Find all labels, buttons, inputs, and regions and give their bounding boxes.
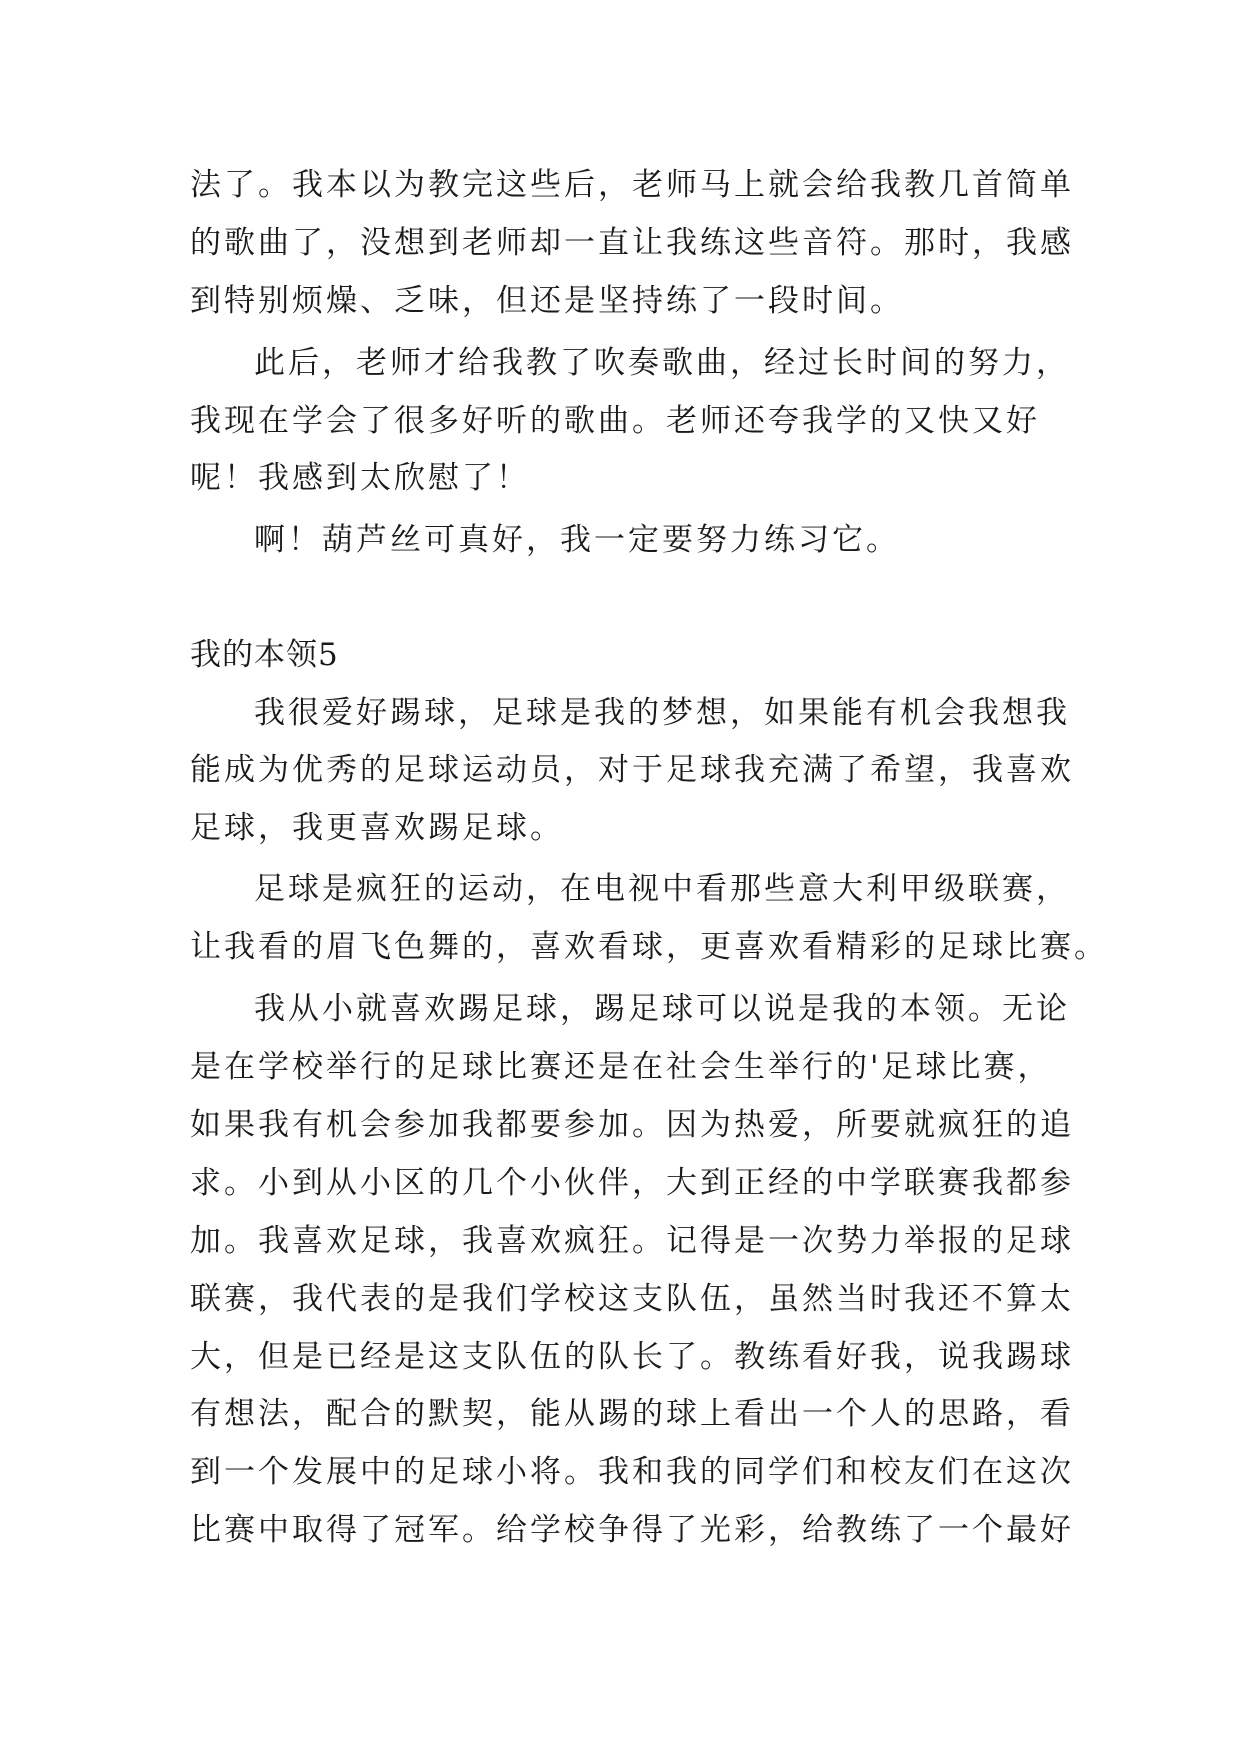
section-heading: 我的本领5 — [190, 637, 339, 673]
text-line: 足球是疯狂的运动，在电视中看那些意大利甲级联赛， — [254, 871, 1070, 907]
text-line: 呢！我感到太欣慰了！ — [190, 460, 530, 496]
text-line: 大，但是已经是这支队伍的队长了。教练看好我，说我踢球 — [190, 1339, 1074, 1375]
text-line: 让我看的眉飞色舞的，喜欢看球，更喜欢看精彩的足球比赛。 — [190, 929, 1108, 965]
text-line: 到特别烦燥、乏味，但还是坚持练了一段时间。 — [190, 283, 904, 319]
text-line: 我从小就喜欢踢足球，踢足球可以说是我的本领。无论 — [254, 991, 1070, 1027]
text-line: 到一个发展中的足球小将。我和我的同学们和校友们在这次 — [190, 1454, 1074, 1490]
text-line: 联赛，我代表的是我们学校这支队伍，虽然当时我还不算太 — [190, 1281, 1074, 1317]
text-line: 加。我喜欢足球，我喜欢疯狂。记得是一次势力举报的足球 — [190, 1223, 1074, 1259]
text-line: 我现在学会了很多好听的歌曲。老师还夸我学的又快又好 — [190, 403, 1040, 439]
text-line: 足球，我更喜欢踢足球。 — [190, 810, 564, 846]
text-line: 求。小到从小区的几个小伙伴，大到正经的中学联赛我都参 — [190, 1165, 1074, 1201]
text-line: 如果我有机会参加我都要参加。因为热爱，所要就疯狂的追 — [190, 1107, 1074, 1143]
text-line: 法了。我本以为教完这些后，老师马上就会给我教几首简单 — [190, 167, 1074, 203]
text-line: 有想法，配合的默契，能从踢的球上看出一个人的思路，看 — [190, 1396, 1074, 1432]
text-line: 此后，老师才给我教了吹奏歌曲，经过长时间的努力， — [254, 345, 1070, 381]
text-line: 是在学校举行的足球比赛还是在社会生举行的'足球比赛， — [190, 1049, 1052, 1085]
text-line: 我很爱好踢球，足球是我的梦想，如果能有机会我想我 — [254, 695, 1070, 731]
text-line: 的歌曲了，没想到老师却一直让我练这些音符。那时，我感 — [190, 225, 1074, 261]
text-line: 比赛中取得了冠军。给学校争得了光彩，给教练了一个最好 — [190, 1512, 1074, 1548]
text-line: 能成为优秀的足球运动员，对于足球我充满了希望，我喜欢 — [190, 752, 1074, 788]
text-line: 啊！葫芦丝可真好，我一定要努力练习它。 — [254, 522, 900, 558]
